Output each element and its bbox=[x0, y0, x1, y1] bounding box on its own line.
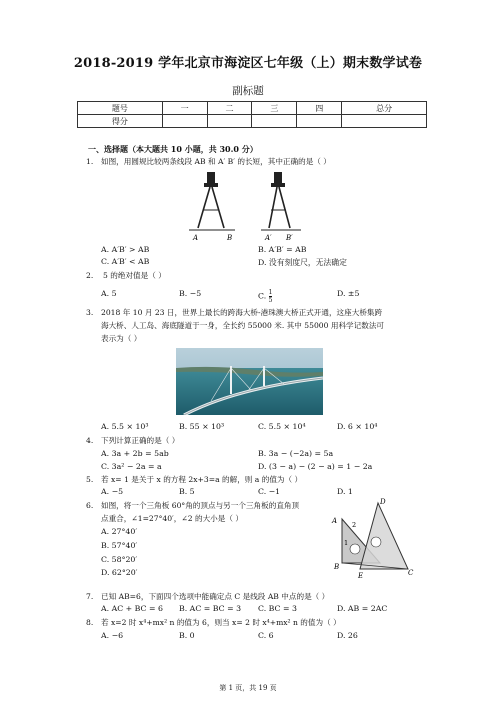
question-number: 1. bbox=[86, 157, 94, 166]
score-cell[interactable] bbox=[342, 115, 427, 128]
compass-figure bbox=[183, 170, 313, 248]
question-text: 如图，将一个三角板 60°角的顶点与另一个三角板的直角顶 bbox=[101, 501, 300, 510]
option-a[interactable]: A. 27°40′ bbox=[101, 527, 138, 536]
question-text: 若 x=2 时 x⁴+mx² n 的值为 6，则当 x= 2 时 x⁴+mx² n 的值为（ ） bbox=[101, 618, 341, 627]
option-b[interactable]: B. 5 bbox=[179, 487, 195, 496]
score-header-cell: 四 bbox=[297, 102, 342, 115]
option-d[interactable]: D. 62°20′ bbox=[101, 568, 138, 577]
option-d[interactable]: D. 没有刻度尺，无法确定 bbox=[258, 258, 347, 267]
question-number: 8. bbox=[86, 618, 94, 627]
compass-left bbox=[189, 172, 235, 230]
point-a-label: A bbox=[193, 234, 199, 242]
option-c[interactable]: C. 5.5 × 10⁴ bbox=[258, 422, 306, 431]
option-c[interactable]: C. BC = 3 bbox=[258, 604, 297, 613]
option-c[interactable]: C. 58°20′ bbox=[101, 555, 138, 564]
score-header-cell: 三 bbox=[252, 102, 297, 115]
score-row-label: 得分 bbox=[78, 115, 163, 128]
score-cell[interactable] bbox=[162, 115, 207, 128]
option-a[interactable]: A. AC + BC = 6 bbox=[101, 604, 163, 613]
score-cell[interactable] bbox=[297, 115, 342, 128]
fraction-denominator: 5 bbox=[268, 297, 273, 304]
option-b[interactable]: B. AC = BC = 3 bbox=[179, 604, 242, 613]
option-d[interactable]: D. (3 − a) − (2 − a) = 1 − 2a bbox=[258, 462, 373, 471]
question-number: 3. bbox=[86, 308, 94, 317]
option-a[interactable]: A. 3a + 2b = 5ab bbox=[101, 449, 169, 458]
option-a[interactable]: A. −6 bbox=[101, 631, 124, 640]
question-text: 2018 年 10 月 23 日，世界上最长的跨海大桥-港珠澳大桥正式开通，这座大桥集跨 bbox=[101, 308, 383, 317]
score-cell[interactable] bbox=[207, 115, 252, 128]
section-heading: 一、选择题（本大题共 10 小题，共 30.0 分） bbox=[88, 144, 258, 154]
option-a[interactable]: A. 5 bbox=[101, 289, 117, 298]
score-header-cell: 二 bbox=[207, 102, 252, 115]
option-c[interactable]: C. 6 bbox=[258, 631, 274, 640]
option-a[interactable]: A. −5 bbox=[101, 487, 124, 496]
subtitle: 副标题 bbox=[232, 85, 264, 97]
question-number: 2. bbox=[86, 271, 94, 280]
question-number: 7. bbox=[86, 592, 94, 601]
question-text: 已知 AB=6，下面四个选项中能确定点 C 是线段 AB 中点的是（ ） bbox=[101, 592, 330, 601]
question-text: 表示为（ ） bbox=[101, 334, 142, 343]
option-c[interactable]: C. 3a² − 2a = a bbox=[101, 462, 162, 471]
point-a-prime-label: A′ bbox=[265, 234, 272, 242]
option-a[interactable]: A. 5.5 × 10³ bbox=[101, 422, 149, 431]
option-d[interactable]: D. 1 bbox=[337, 487, 353, 496]
question-text: 5 的绝对值是（ ） bbox=[103, 271, 166, 280]
score-table-header-row bbox=[78, 102, 427, 115]
question-text: 下列计算正确的是（ ） bbox=[101, 436, 180, 445]
option-c[interactable]: C. A′B′ < AB bbox=[101, 257, 150, 266]
option-b[interactable]: B. 57°40′ bbox=[101, 541, 138, 550]
point-b-label: B bbox=[334, 563, 340, 571]
option-b[interactable]: B. 0 bbox=[179, 631, 195, 640]
option-a[interactable]: A. A′B′ > AB bbox=[101, 245, 150, 254]
score-header-cell: 题号 bbox=[78, 102, 163, 115]
point-e-label: E bbox=[358, 572, 364, 580]
point-a-label: A bbox=[332, 517, 338, 525]
option-b[interactable]: B. 3a − (−2a) = 5a bbox=[258, 449, 334, 458]
question-number: 4. bbox=[86, 436, 94, 445]
fraction-numerator: 1 bbox=[268, 289, 273, 296]
question-text: 点重合，∠1=27°40′，∠2 的大小是（ ） bbox=[101, 514, 243, 523]
point-c-label: C bbox=[408, 569, 414, 577]
score-header-cell: 总分 bbox=[342, 102, 427, 115]
point-b-label: B bbox=[227, 234, 233, 242]
option-b[interactable]: B. −5 bbox=[179, 289, 202, 298]
angle-2-label: 2 bbox=[352, 521, 357, 529]
question-text: 如图，用圆规比较两条线段 AB 和 A′ B′ 的长短，其中正确的是（ ） bbox=[101, 157, 331, 166]
option-b[interactable]: B. 55 × 10³ bbox=[179, 422, 225, 431]
question-text: 若 x= 1 是关于 x 的方程 2x+3=a 的解，则 a 的值为（ ） bbox=[101, 475, 303, 484]
score-header-cell: 一 bbox=[162, 102, 207, 115]
option-c[interactable]: C. −1 bbox=[258, 487, 281, 496]
bridge-photo bbox=[176, 348, 323, 415]
score-table bbox=[77, 101, 427, 128]
angle-1-label: 1 bbox=[344, 539, 349, 547]
option-d[interactable]: D. 6 × 10⁴ bbox=[337, 422, 378, 431]
compass-right bbox=[261, 172, 301, 230]
triangle-figure bbox=[330, 497, 420, 581]
option-d[interactable]: D. AB = 2AC bbox=[337, 604, 388, 613]
question-number: 5. bbox=[86, 475, 94, 484]
score-cell[interactable] bbox=[252, 115, 297, 128]
option-d[interactable]: D. ±5 bbox=[337, 289, 360, 298]
page-footer: 第 1 页，共 19 页 bbox=[219, 684, 277, 692]
question-number: 6. bbox=[86, 501, 94, 510]
point-d-label: D bbox=[380, 498, 386, 506]
score-table-score-row bbox=[78, 115, 427, 128]
exam-title: 2018-2019 学年北京市海淀区七年级（上）期末数学试卷 bbox=[73, 56, 423, 71]
point-b-prime-label: B′ bbox=[286, 234, 293, 242]
option-d[interactable]: D. 26 bbox=[337, 631, 358, 640]
option-b[interactable]: B. A′B′ = AB bbox=[258, 245, 307, 254]
question-text: 海大桥、人工岛、海底隧道于一身，全长约 55000 米. 其中 55000 用科学记数法可 bbox=[101, 321, 385, 330]
option-c[interactable]: C. $\frac{1}{5}$ bbox=[258, 289, 273, 304]
